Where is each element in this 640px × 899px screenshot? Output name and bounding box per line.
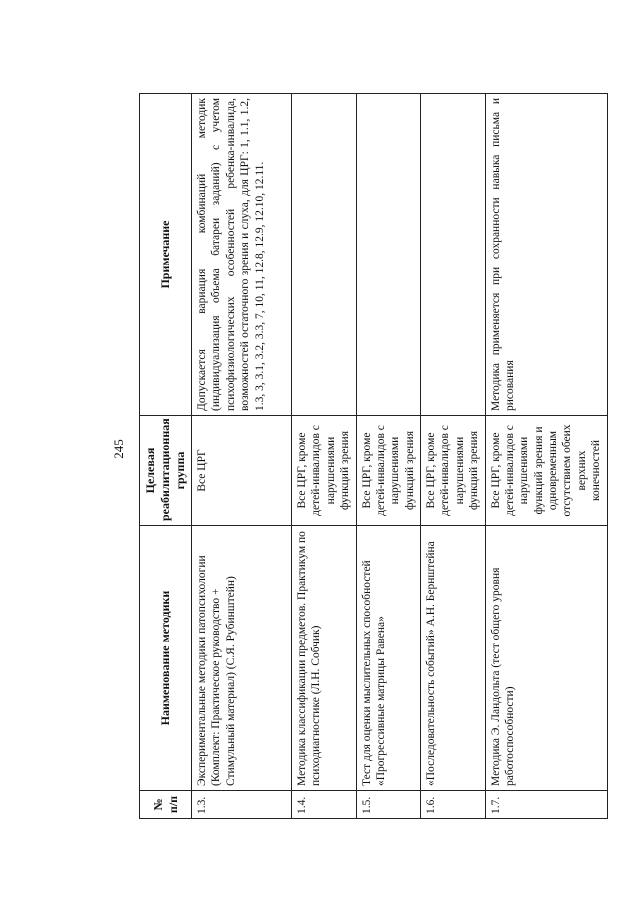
row-num: 1.7. (485, 791, 607, 819)
table-row (356, 94, 421, 819)
row-note (356, 94, 421, 416)
header-num: № п/п (140, 791, 192, 819)
table-row (421, 94, 486, 819)
row-note: Допускается вариация комбинаций методик (индивидуализация объема батареи заданий) с учетом психофизиологических особенностей ребенка-инвалида, возможностей остаточного зрения и слуха, для ЦРГ: 1, 1.1, 1.2, 1.3, 3, 3.1, 3.2, 3.3, 7, 10, 11, 12.8, 12.9, 12.10, 12.11. (192, 94, 292, 416)
table-row (192, 94, 292, 819)
page-number: 245 (111, 439, 126, 459)
table-header-row (140, 94, 192, 819)
row-num: 1.3. (192, 791, 292, 819)
row-method: Тест для оценки мыслительных способностей «Прогрессивные матрицы Равена» (356, 526, 421, 791)
row-method: «Последовательность событий» А.Н. Бернштейна (421, 526, 486, 791)
table-row (292, 94, 357, 819)
row-method: Методика Э. Ландольта (тест общего уровня работоспособности) (485, 526, 607, 791)
row-group: Все ЦРГ (192, 416, 292, 526)
row-num: 1.4. (292, 791, 357, 819)
methods-table (139, 93, 608, 819)
header-method: Наименование методики (140, 526, 192, 791)
row-group: Все ЦРГ, кроме детей-инвалидов с нарушениями функций зрения (356, 416, 421, 526)
row-method: Методика классификации предметов. Практикум по психодиагностике (Л.Н. Собчик) (292, 526, 357, 791)
row-group: Все ЦРГ, кроме детей-инвалидов с нарушениями функций зрения (421, 416, 486, 526)
row-num: 1.5. (356, 791, 421, 819)
row-method: Экспериментальные методики патопсихологии (Комплект: Практическое руководство + Стимульный материал) (С.Я. Рубинштейн) (192, 526, 292, 791)
row-group: Все ЦРГ, кроме детей-инвалидов с нарушениями функций зрения (292, 416, 357, 526)
rotated-page (99, 54, 603, 844)
header-note: Примечание (140, 94, 192, 416)
row-note (292, 94, 357, 416)
header-group: Целевая реабилитационная группа (140, 416, 192, 526)
table-row (485, 94, 607, 819)
row-group: Все ЦРГ, кроме детей-инвалидов с нарушениями функций зрения и одновременным отсутствием обеих верхних конечностей (485, 416, 607, 526)
row-note (421, 94, 486, 416)
row-num: 1.6. (421, 791, 486, 819)
row-note: Методика применяется при сохранности навыка письма и рисования (485, 94, 607, 416)
